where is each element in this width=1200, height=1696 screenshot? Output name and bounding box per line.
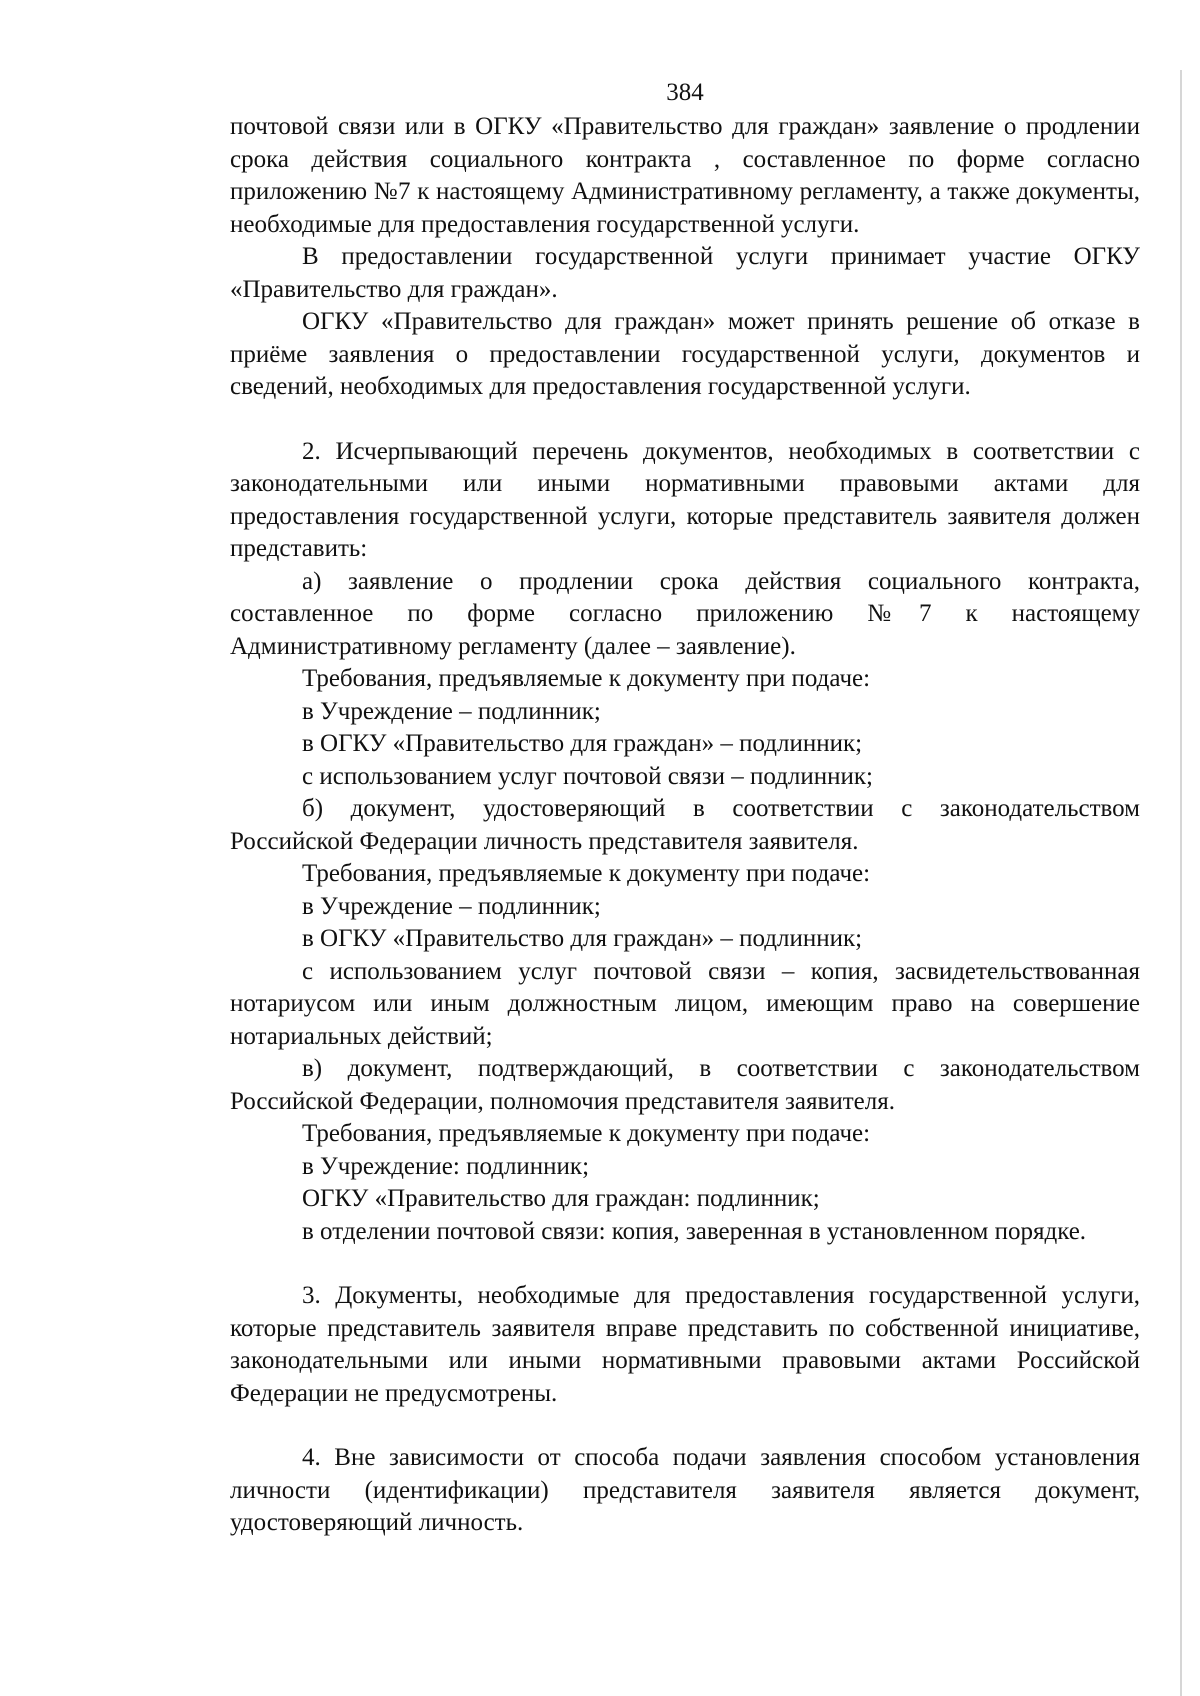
requirement-line: ОГКУ «Правительство для граждан: подлинник; [302,1185,820,1212]
section-gap [230,1248,1140,1280]
section-4-paragraph: 4. Вне зависимости от способа подачи заявления способом установления личности (идентификации) представителя заявителя является документ, удостоверяющий личность. [230,1444,1140,1536]
item-b-identity-document: б) документ, удостоверяющий в соответствии с законодательством Российской Федерации личность представителя заявителя. [230,795,1140,855]
item-a-application: а) заявление о продлении срока действия социального контракта, составленное по форме согласно приложению №7 к настоящему Административному регламенту (далее – заявление). [230,567,1140,660]
requirement-line: с использованием услуг почтовой связи – подлинник; [302,762,873,790]
section-gap [230,1410,1140,1442]
requirements-label: Требования, предъявляемые к документу при подаче: [302,1120,871,1147]
requirement-line: в ОГКУ «Правительство для граждан» – подлинник; [302,730,863,757]
page-content [230,78,1140,1540]
requirement-line: в Учреждение – подлинник; [302,697,601,725]
section-3-paragraph: 3. Документы, необходимые для предоставления государственной услуги, которые представитель заявителя вправе представить по собственной инициативе, законодательными или иными нормативными правовыми актами Российской Федерации не предусмотрены. [230,1282,1140,1407]
paragraph-continuation: почтовой связи или в ОГКУ «Правительство для граждан» заявление о продлении срока действия социального контракта , составленное по форме согласно приложению №7 к настоящему Административному регламенту, а также документы, необходимые для предоставления государственной услуги. [230,113,1140,238]
scan-edge-line [1180,70,1182,1696]
requirement-line: в ОГКУ «Правительство для граждан» – подлинник; [302,925,863,952]
section-2-heading: 2. Исчерпывающий перечень документов, необходимых в соответствии с законодательными или иными нормативными правовыми актами для предоставления государственной услуги, которые представитель заявителя должен представить: [230,437,1140,562]
item-c-authority-document: в) документ, подтверждающий, в соответствии с законодательством Российской Федерации, полномочия представителя заявителя. [230,1055,1140,1115]
requirement-line: с использованием услуг почтовой связи – копия, засвидетельствованная нотариусом или иным должностным лицом, имеющим право на совершение нотариальных действий; [230,957,1140,1050]
requirement-line: в отделении почтовой связи: копия, заверенная в установленном порядке. [302,1217,1087,1245]
requirement-line: в Учреждение – подлинник; [302,892,601,920]
requirements-label: Требования, предъявляемые к документу при подаче: [302,665,871,692]
section-gap [230,404,1140,436]
requirement-line: в Учреждение: подлинник; [302,1152,590,1180]
requirements-label: Требования, предъявляемые к документу при подаче: [302,860,871,887]
page-number: 384 [666,79,704,106]
paragraph-participation: В предоставлении государственной услуги принимает участие ОГКУ «Правительство для граждан». [230,243,1140,303]
paragraph-refusal: ОГКУ «Правительство для граждан» может принять решение об отказе в приёме заявления о предоставлении государственной услуги, документов и сведений, необходимых для предоставления государственной услуги. [230,308,1140,400]
